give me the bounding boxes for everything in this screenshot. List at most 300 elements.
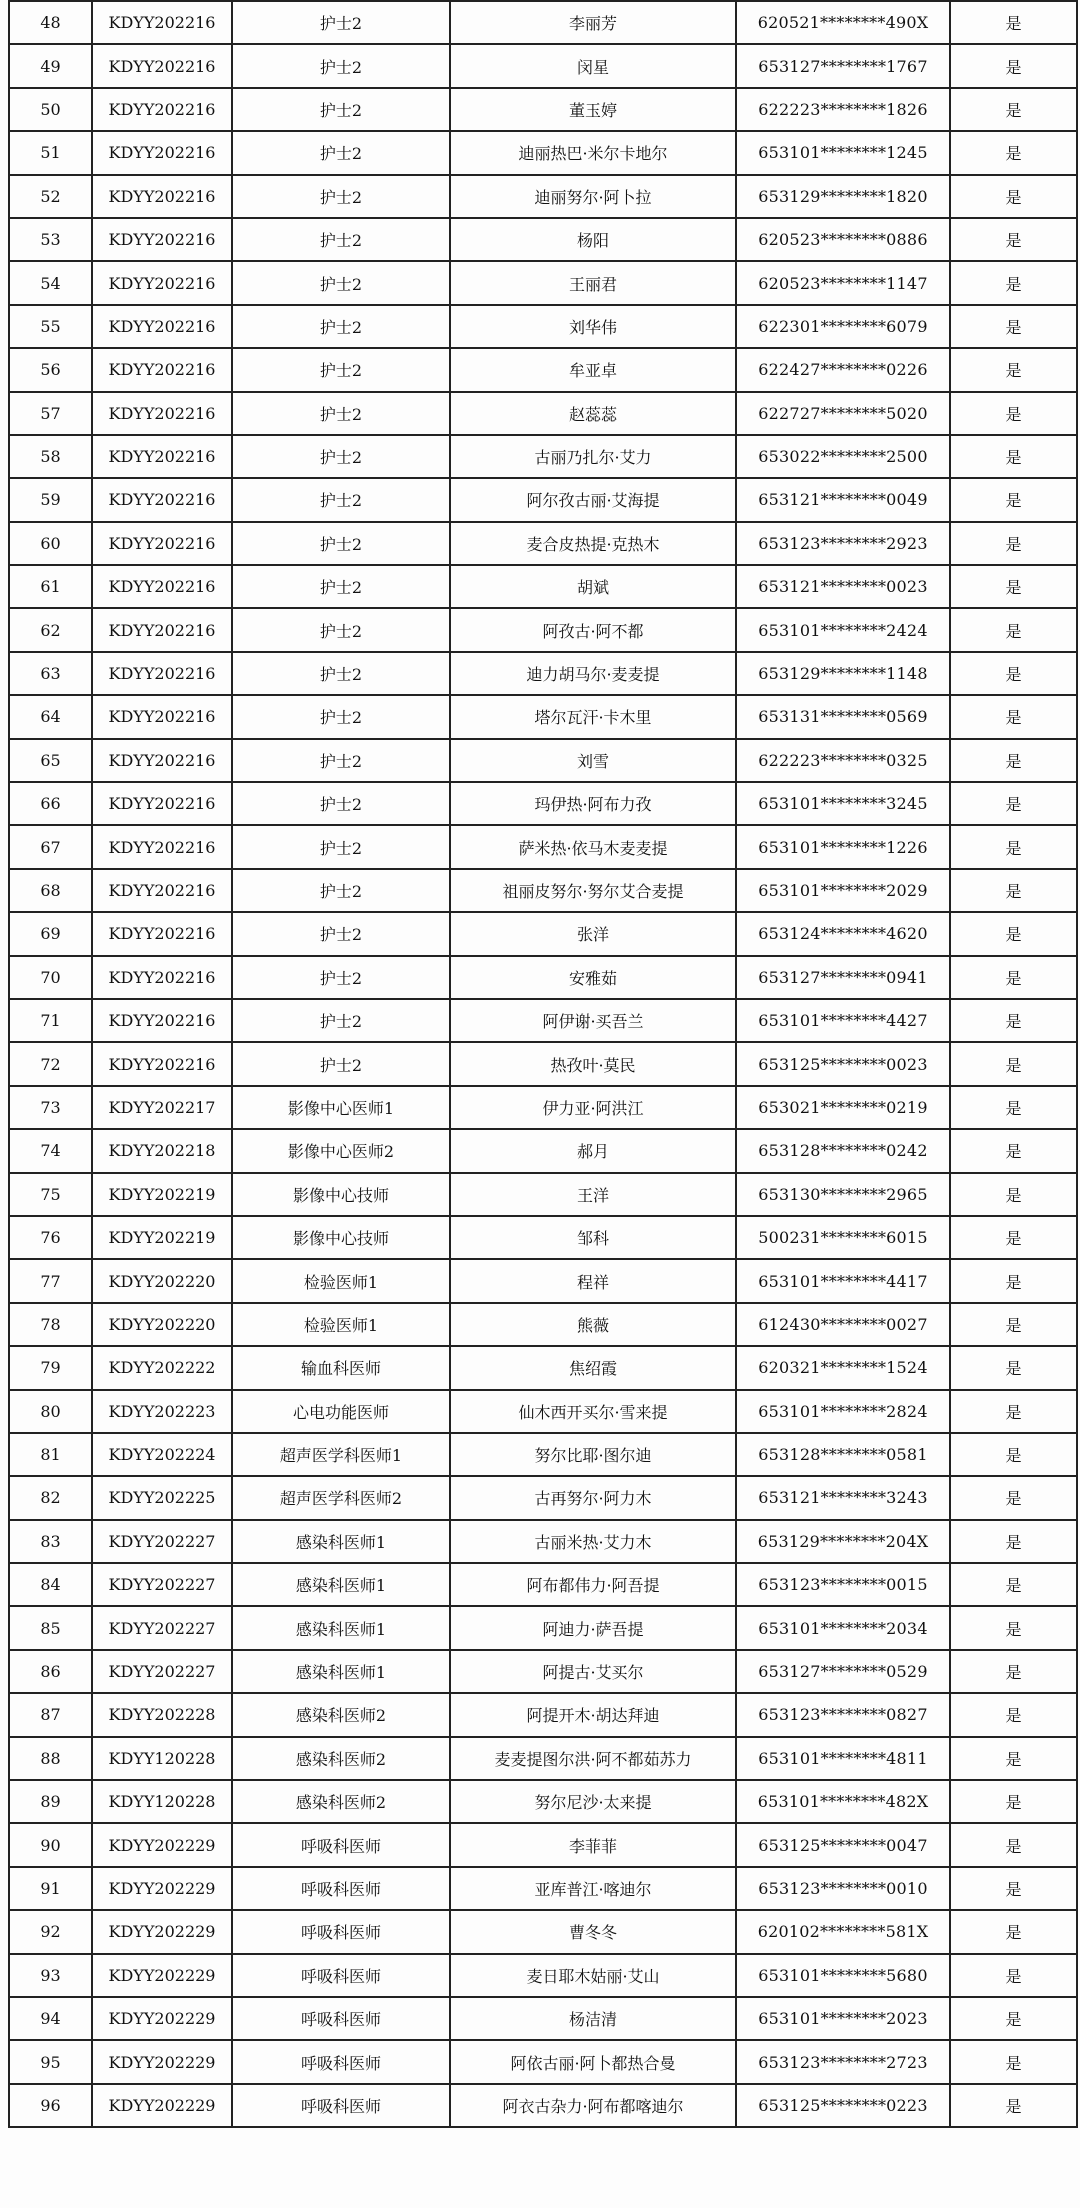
position-code-cell: KDYY202223 — [92, 1390, 232, 1433]
candidate-name-cell: 阿尔孜古丽·艾海提 — [450, 478, 736, 521]
position-code-cell: KDYY202216 — [92, 999, 232, 1042]
qualified-flag-cell: 是 — [950, 1867, 1077, 1910]
candidate-name-cell: 李丽芳 — [450, 1, 736, 44]
row-number-cell: 68 — [9, 869, 92, 912]
position-name-cell: 护士2 — [232, 608, 450, 651]
row-number-cell: 55 — [9, 305, 92, 348]
table-row — [9, 1910, 1077, 1953]
table-row — [9, 218, 1077, 261]
qualified-flag-cell: 是 — [950, 1433, 1077, 1476]
qualified-flag-cell: 是 — [950, 1390, 1077, 1433]
id-number-cell: 653101********1226 — [736, 825, 950, 868]
position-code-cell: KDYY202216 — [92, 131, 232, 174]
table-row — [9, 1433, 1077, 1476]
qualified-flag-cell: 是 — [950, 1997, 1077, 2040]
row-number-cell: 70 — [9, 956, 92, 999]
candidate-table-body — [9, 1, 1077, 2127]
row-number-cell: 81 — [9, 1433, 92, 1476]
row-number-cell: 60 — [9, 522, 92, 565]
qualified-flag-cell: 是 — [950, 1476, 1077, 1519]
id-number-cell: 622727********5020 — [736, 392, 950, 435]
row-number-cell: 56 — [9, 348, 92, 391]
qualified-flag-cell: 是 — [950, 175, 1077, 218]
qualified-flag-cell: 是 — [950, 1910, 1077, 1953]
position-code-cell: KDYY202228 — [92, 1693, 232, 1736]
row-number-cell: 90 — [9, 1823, 92, 1866]
position-code-cell: KDYY202216 — [92, 348, 232, 391]
candidate-name-cell: 迪力胡马尔·麦麦提 — [450, 652, 736, 695]
position-name-cell: 感染科医师2 — [232, 1693, 450, 1736]
qualified-flag-cell: 是 — [950, 739, 1077, 782]
id-number-cell: 653128********0581 — [736, 1433, 950, 1476]
position-name-cell: 检验医师1 — [232, 1303, 450, 1346]
position-code-cell: KDYY202216 — [92, 695, 232, 738]
position-code-cell: KDYY202216 — [92, 1042, 232, 1085]
row-number-cell: 48 — [9, 1, 92, 44]
table-row — [9, 782, 1077, 825]
qualified-flag-cell: 是 — [950, 1042, 1077, 1085]
position-code-cell: KDYY202217 — [92, 1086, 232, 1129]
position-code-cell: KDYY202216 — [92, 652, 232, 695]
row-number-cell: 83 — [9, 1520, 92, 1563]
qualified-flag-cell: 是 — [950, 956, 1077, 999]
qualified-flag-cell: 是 — [950, 305, 1077, 348]
qualified-flag-cell: 是 — [950, 1259, 1077, 1302]
position-code-cell: KDYY202229 — [92, 2040, 232, 2083]
table-row — [9, 1823, 1077, 1866]
candidate-name-cell: 刘华伟 — [450, 305, 736, 348]
row-number-cell: 66 — [9, 782, 92, 825]
position-code-cell: KDYY202216 — [92, 218, 232, 261]
candidate-name-cell: 焦绍霞 — [450, 1346, 736, 1389]
position-code-cell: KDYY202227 — [92, 1606, 232, 1649]
table-row — [9, 348, 1077, 391]
id-number-cell: 622223********0325 — [736, 739, 950, 782]
position-name-cell: 呼吸科医师 — [232, 1910, 450, 1953]
table-row — [9, 1867, 1077, 1910]
position-name-cell: 影像中心医师1 — [232, 1086, 450, 1129]
id-number-cell: 620523********0886 — [736, 218, 950, 261]
qualified-flag-cell: 是 — [950, 2040, 1077, 2083]
table-row — [9, 1086, 1077, 1129]
id-number-cell: 653125********0047 — [736, 1823, 950, 1866]
qualified-flag-cell: 是 — [950, 218, 1077, 261]
candidate-name-cell: 麦麦提图尔洪·阿不都茹苏力 — [450, 1737, 736, 1780]
candidate-name-cell: 程祥 — [450, 1259, 736, 1302]
candidate-name-cell: 阿衣古杂力·阿布都喀迪尔 — [450, 2084, 736, 2127]
table-row — [9, 956, 1077, 999]
position-name-cell: 影像中心技师 — [232, 1173, 450, 1216]
position-name-cell: 护士2 — [232, 1, 450, 44]
qualified-flag-cell: 是 — [950, 1520, 1077, 1563]
qualified-flag-cell: 是 — [950, 565, 1077, 608]
position-name-cell: 呼吸科医师 — [232, 1867, 450, 1910]
id-number-cell: 653121********0023 — [736, 565, 950, 608]
row-number-cell: 84 — [9, 1563, 92, 1606]
table-row — [9, 2084, 1077, 2127]
row-number-cell: 51 — [9, 131, 92, 174]
id-number-cell: 653123********2923 — [736, 522, 950, 565]
table-row — [9, 1346, 1077, 1389]
candidate-name-cell: 热孜叶·莫民 — [450, 1042, 736, 1085]
row-number-cell: 72 — [9, 1042, 92, 1085]
candidate-name-cell: 闵星 — [450, 44, 736, 87]
qualified-flag-cell: 是 — [950, 999, 1077, 1042]
position-code-cell: KDYY202220 — [92, 1303, 232, 1346]
id-number-cell: 653101********2424 — [736, 608, 950, 651]
row-number-cell: 89 — [9, 1780, 92, 1823]
position-code-cell: KDYY202227 — [92, 1650, 232, 1693]
qualified-flag-cell: 是 — [950, 1, 1077, 44]
table-row — [9, 739, 1077, 782]
candidate-name-cell: 李菲菲 — [450, 1823, 736, 1866]
table-row — [9, 652, 1077, 695]
position-code-cell: KDYY202216 — [92, 739, 232, 782]
position-name-cell: 护士2 — [232, 435, 450, 478]
position-code-cell: KDYY202216 — [92, 175, 232, 218]
candidate-name-cell: 赵蕊蕊 — [450, 392, 736, 435]
candidate-name-cell: 迪丽热巴·米尔卡地尔 — [450, 131, 736, 174]
candidate-name-cell: 玛伊热·阿布力孜 — [450, 782, 736, 825]
row-number-cell: 75 — [9, 1173, 92, 1216]
table-row — [9, 131, 1077, 174]
position-name-cell: 呼吸科医师 — [232, 1823, 450, 1866]
row-number-cell: 88 — [9, 1737, 92, 1780]
candidate-name-cell: 阿提古·艾买尔 — [450, 1650, 736, 1693]
table-row — [9, 88, 1077, 131]
candidate-name-cell: 郝月 — [450, 1129, 736, 1172]
row-number-cell: 71 — [9, 999, 92, 1042]
position-name-cell: 感染科医师2 — [232, 1780, 450, 1823]
position-code-cell: KDYY202216 — [92, 392, 232, 435]
table-row — [9, 869, 1077, 912]
position-code-cell: KDYY202229 — [92, 1910, 232, 1953]
row-number-cell: 73 — [9, 1086, 92, 1129]
id-number-cell: 653022********2500 — [736, 435, 950, 478]
table-row — [9, 44, 1077, 87]
qualified-flag-cell: 是 — [950, 695, 1077, 738]
id-number-cell: 620521********490X — [736, 1, 950, 44]
row-number-cell: 50 — [9, 88, 92, 131]
position-name-cell: 呼吸科医师 — [232, 2084, 450, 2127]
id-number-cell: 622301********6079 — [736, 305, 950, 348]
row-number-cell: 67 — [9, 825, 92, 868]
position-name-cell: 超声医学科医师1 — [232, 1433, 450, 1476]
qualified-flag-cell: 是 — [950, 652, 1077, 695]
id-number-cell: 653101********4427 — [736, 999, 950, 1042]
table-row — [9, 1259, 1077, 1302]
candidate-name-cell: 王丽君 — [450, 261, 736, 304]
position-code-cell: KDYY202216 — [92, 825, 232, 868]
position-name-cell: 护士2 — [232, 392, 450, 435]
table-row — [9, 608, 1077, 651]
row-number-cell: 85 — [9, 1606, 92, 1649]
candidate-name-cell: 牟亚卓 — [450, 348, 736, 391]
position-code-cell: KDYY202216 — [92, 608, 232, 651]
id-number-cell: 622223********1826 — [736, 88, 950, 131]
qualified-flag-cell: 是 — [950, 1129, 1077, 1172]
position-code-cell: KDYY202227 — [92, 1563, 232, 1606]
row-number-cell: 65 — [9, 739, 92, 782]
position-name-cell: 护士2 — [232, 1042, 450, 1085]
table-row — [9, 1303, 1077, 1346]
position-code-cell: KDYY202219 — [92, 1173, 232, 1216]
qualified-flag-cell: 是 — [950, 88, 1077, 131]
position-name-cell: 检验医师1 — [232, 1259, 450, 1302]
row-number-cell: 57 — [9, 392, 92, 435]
qualified-flag-cell: 是 — [950, 782, 1077, 825]
candidate-name-cell: 古丽米热·艾力木 — [450, 1520, 736, 1563]
id-number-cell: 653130********2965 — [736, 1173, 950, 1216]
candidate-name-cell: 亚库普江·喀迪尔 — [450, 1867, 736, 1910]
id-number-cell: 653101********5680 — [736, 1954, 950, 1997]
table-row — [9, 522, 1077, 565]
position-code-cell: KDYY202216 — [92, 782, 232, 825]
qualified-flag-cell: 是 — [950, 2084, 1077, 2127]
id-number-cell: 653129********1148 — [736, 652, 950, 695]
row-number-cell: 74 — [9, 1129, 92, 1172]
position-code-cell: KDYY202216 — [92, 1, 232, 44]
id-number-cell: 653021********0219 — [736, 1086, 950, 1129]
qualified-flag-cell: 是 — [950, 1346, 1077, 1389]
position-code-cell: KDYY202216 — [92, 478, 232, 521]
table-row — [9, 478, 1077, 521]
id-number-cell: 653127********1767 — [736, 44, 950, 87]
row-number-cell: 64 — [9, 695, 92, 738]
qualified-flag-cell: 是 — [950, 608, 1077, 651]
table-row — [9, 999, 1077, 1042]
position-code-cell: KDYY202229 — [92, 1954, 232, 1997]
position-name-cell: 感染科医师1 — [232, 1520, 450, 1563]
table-row — [9, 1997, 1077, 2040]
position-code-cell: KDYY202216 — [92, 956, 232, 999]
position-name-cell: 护士2 — [232, 348, 450, 391]
position-name-cell: 呼吸科医师 — [232, 2040, 450, 2083]
qualified-flag-cell: 是 — [950, 869, 1077, 912]
position-code-cell: KDYY202222 — [92, 1346, 232, 1389]
position-name-cell: 护士2 — [232, 869, 450, 912]
row-number-cell: 92 — [9, 1910, 92, 1953]
qualified-flag-cell: 是 — [950, 44, 1077, 87]
id-number-cell: 653127********0529 — [736, 1650, 950, 1693]
id-number-cell: 653121********0049 — [736, 478, 950, 521]
candidate-name-cell: 阿提开木·胡达拜迪 — [450, 1693, 736, 1736]
position-name-cell: 影像中心技师 — [232, 1216, 450, 1259]
table-row — [9, 1216, 1077, 1259]
position-code-cell: KDYY202216 — [92, 435, 232, 478]
table-row — [9, 1693, 1077, 1736]
row-number-cell: 63 — [9, 652, 92, 695]
id-number-cell: 622427********0226 — [736, 348, 950, 391]
position-name-cell: 感染科医师1 — [232, 1606, 450, 1649]
row-number-cell: 59 — [9, 478, 92, 521]
row-number-cell: 54 — [9, 261, 92, 304]
table-row — [9, 1042, 1077, 1085]
row-number-cell: 61 — [9, 565, 92, 608]
id-number-cell: 653101********482X — [736, 1780, 950, 1823]
table-row — [9, 695, 1077, 738]
position-code-cell: KDYY202224 — [92, 1433, 232, 1476]
id-number-cell: 653129********204X — [736, 1520, 950, 1563]
candidate-name-cell: 阿布都伟力·阿吾提 — [450, 1563, 736, 1606]
qualified-flag-cell: 是 — [950, 1086, 1077, 1129]
position-code-cell: KDYY202219 — [92, 1216, 232, 1259]
candidate-name-cell: 仙木西开买尔·雪来提 — [450, 1390, 736, 1433]
position-code-cell: KDYY120228 — [92, 1737, 232, 1780]
row-number-cell: 58 — [9, 435, 92, 478]
position-code-cell: KDYY202216 — [92, 869, 232, 912]
candidate-name-cell: 古再努尔·阿力木 — [450, 1476, 736, 1519]
position-code-cell: KDYY202216 — [92, 565, 232, 608]
id-number-cell: 653101********2023 — [736, 1997, 950, 2040]
id-number-cell: 653101********2034 — [736, 1606, 950, 1649]
qualified-flag-cell: 是 — [950, 1737, 1077, 1780]
candidate-name-cell: 伊力亚·阿洪江 — [450, 1086, 736, 1129]
position-code-cell: KDYY120228 — [92, 1780, 232, 1823]
table-row — [9, 1606, 1077, 1649]
row-number-cell: 86 — [9, 1650, 92, 1693]
candidate-name-cell: 刘雪 — [450, 739, 736, 782]
position-name-cell: 呼吸科医师 — [232, 1954, 450, 1997]
id-number-cell: 653101********3245 — [736, 782, 950, 825]
id-number-cell: 653125********0023 — [736, 1042, 950, 1085]
table-row — [9, 1737, 1077, 1780]
position-name-cell: 心电功能医师 — [232, 1390, 450, 1433]
table-row — [9, 2040, 1077, 2083]
candidate-name-cell: 董玉婷 — [450, 88, 736, 131]
qualified-flag-cell: 是 — [950, 435, 1077, 478]
position-name-cell: 护士2 — [232, 131, 450, 174]
id-number-cell: 653123********2723 — [736, 2040, 950, 2083]
candidate-name-cell: 曹冬冬 — [450, 1910, 736, 1953]
position-code-cell: KDYY202220 — [92, 1259, 232, 1302]
qualified-flag-cell: 是 — [950, 1693, 1077, 1736]
position-name-cell: 护士2 — [232, 825, 450, 868]
position-code-cell: KDYY202216 — [92, 44, 232, 87]
table-row — [9, 825, 1077, 868]
table-row — [9, 261, 1077, 304]
position-code-cell: KDYY202218 — [92, 1129, 232, 1172]
id-number-cell: 612430********0027 — [736, 1303, 950, 1346]
position-name-cell: 感染科医师1 — [232, 1563, 450, 1606]
candidate-name-cell: 祖丽皮努尔·努尔艾合麦提 — [450, 869, 736, 912]
position-code-cell: KDYY202216 — [92, 912, 232, 955]
row-number-cell: 91 — [9, 1867, 92, 1910]
position-name-cell: 护士2 — [232, 912, 450, 955]
table-row — [9, 1, 1077, 44]
qualified-flag-cell: 是 — [950, 392, 1077, 435]
position-code-cell: KDYY202229 — [92, 1867, 232, 1910]
candidate-name-cell: 麦合皮热提·克热木 — [450, 522, 736, 565]
id-number-cell: 653131********0569 — [736, 695, 950, 738]
row-number-cell: 77 — [9, 1259, 92, 1302]
position-name-cell: 护士2 — [232, 44, 450, 87]
position-name-cell: 超声医学科医师2 — [232, 1476, 450, 1519]
id-number-cell: 653101********1245 — [736, 131, 950, 174]
position-code-cell: KDYY202216 — [92, 88, 232, 131]
id-number-cell: 653125********0223 — [736, 2084, 950, 2127]
id-number-cell: 653123********0827 — [736, 1693, 950, 1736]
candidate-name-cell: 麦日耶木姑丽·艾山 — [450, 1954, 736, 1997]
position-name-cell: 感染科医师2 — [232, 1737, 450, 1780]
candidate-name-cell: 努尔比耶·图尔迪 — [450, 1433, 736, 1476]
position-code-cell: KDYY202229 — [92, 2084, 232, 2127]
table-row — [9, 1129, 1077, 1172]
candidate-name-cell: 萨米热·依马木麦麦提 — [450, 825, 736, 868]
id-number-cell: 653128********0242 — [736, 1129, 950, 1172]
id-number-cell: 653124********4620 — [736, 912, 950, 955]
id-number-cell: 653121********3243 — [736, 1476, 950, 1519]
row-number-cell: 52 — [9, 175, 92, 218]
qualified-flag-cell: 是 — [950, 1173, 1077, 1216]
qualified-flag-cell: 是 — [950, 912, 1077, 955]
table-row — [9, 1954, 1077, 1997]
candidate-name-cell: 塔尔瓦汗·卡木里 — [450, 695, 736, 738]
candidate-name-cell: 古丽乃扎尔·艾力 — [450, 435, 736, 478]
table-row — [9, 912, 1077, 955]
id-number-cell: 653101********2029 — [736, 869, 950, 912]
table-row — [9, 1780, 1077, 1823]
id-number-cell: 653129********1820 — [736, 175, 950, 218]
row-number-cell: 53 — [9, 218, 92, 261]
position-code-cell: KDYY202216 — [92, 305, 232, 348]
row-number-cell: 76 — [9, 1216, 92, 1259]
table-row — [9, 305, 1077, 348]
qualified-flag-cell: 是 — [950, 1823, 1077, 1866]
position-name-cell: 护士2 — [232, 175, 450, 218]
id-number-cell: 500231********6015 — [736, 1216, 950, 1259]
qualified-flag-cell: 是 — [950, 1606, 1077, 1649]
position-code-cell: KDYY202216 — [92, 261, 232, 304]
position-name-cell: 护士2 — [232, 782, 450, 825]
position-name-cell: 护士2 — [232, 739, 450, 782]
qualified-flag-cell: 是 — [950, 1216, 1077, 1259]
position-name-cell: 呼吸科医师 — [232, 1997, 450, 2040]
candidate-table — [8, 0, 1078, 2128]
table-row — [9, 435, 1077, 478]
position-code-cell: KDYY202216 — [92, 522, 232, 565]
position-name-cell: 影像中心医师2 — [232, 1129, 450, 1172]
position-code-cell: KDYY202225 — [92, 1476, 232, 1519]
table-row — [9, 1476, 1077, 1519]
qualified-flag-cell: 是 — [950, 1780, 1077, 1823]
row-number-cell: 82 — [9, 1476, 92, 1519]
candidate-name-cell: 杨阳 — [450, 218, 736, 261]
table-row — [9, 1173, 1077, 1216]
id-number-cell: 653101********4811 — [736, 1737, 950, 1780]
id-number-cell: 653123********0015 — [736, 1563, 950, 1606]
table-row — [9, 1650, 1077, 1693]
id-number-cell: 653101********2824 — [736, 1390, 950, 1433]
position-name-cell: 护士2 — [232, 652, 450, 695]
table-row — [9, 1390, 1077, 1433]
position-name-cell: 护士2 — [232, 218, 450, 261]
position-code-cell: KDYY202227 — [92, 1520, 232, 1563]
row-number-cell: 94 — [9, 1997, 92, 2040]
candidate-name-cell: 努尔尼沙·太来提 — [450, 1780, 736, 1823]
qualified-flag-cell: 是 — [950, 348, 1077, 391]
row-number-cell: 78 — [9, 1303, 92, 1346]
id-number-cell: 620102********581X — [736, 1910, 950, 1953]
candidate-name-cell: 杨洁清 — [450, 1997, 736, 2040]
candidate-name-cell: 迪丽努尔·阿卜拉 — [450, 175, 736, 218]
row-number-cell: 96 — [9, 2084, 92, 2127]
position-name-cell: 护士2 — [232, 305, 450, 348]
row-number-cell: 49 — [9, 44, 92, 87]
row-number-cell: 93 — [9, 1954, 92, 1997]
table-row — [9, 392, 1077, 435]
candidate-name-cell: 阿依古丽·阿卜都热合曼 — [450, 2040, 736, 2083]
